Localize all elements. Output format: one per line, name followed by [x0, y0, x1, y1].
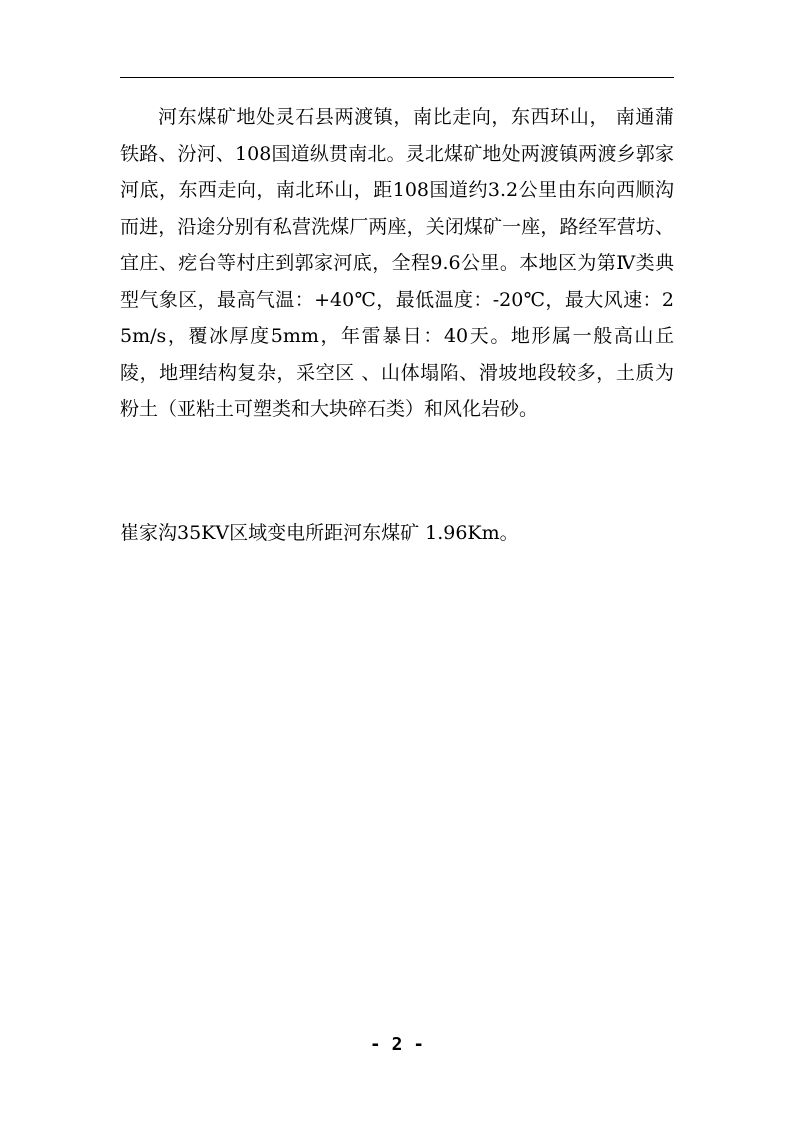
body-paragraph-substation: 崔家沟35KV区域变电所距河东煤矿 1.96Km。 — [120, 522, 519, 544]
header-rule — [120, 77, 674, 78]
body-paragraph-location: 河东煤矿地处灵石县两渡镇，南比走向，东西环山， 南通蒲铁路、汾河、108国道纵贯南北。灵北煤矿地处两渡镇两渡乡郭家河底，东西走向，南北环山，距108国道约3.2公里由东向西顺沟而进，沿途分别有私营洗煤厂两座，关闭煤矿一座，路经军营坊、宜庄、疙台等村庄到郭家河底，全程9.6公里。本地区为第Ⅳ类典型气象区，最高气温：+40℃，最低温度：-20℃，最大风速：25m/s，覆冰厚度5mm，年雷暴日：40天。地形属一般高山丘陵，地理结构复杂，采空区 、山体塌陷、滑坡地段较多，土质为粉土（亚粘土可塑类和大块碎石类）和风化岩砂。 — [120, 106, 674, 420]
page-number: - 2 - — [369, 1034, 425, 1055]
